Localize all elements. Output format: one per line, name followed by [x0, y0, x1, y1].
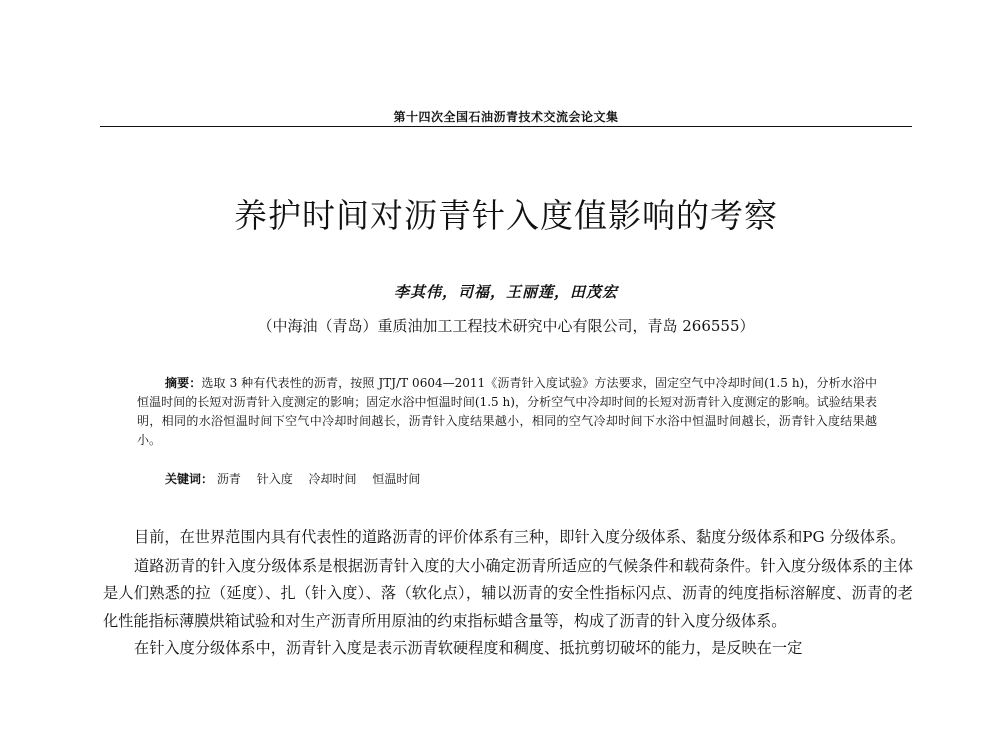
keyword: 冷却时间 — [308, 472, 357, 486]
keywords — [165, 470, 875, 489]
body-paragraph: 道路沥青的针入度分级体系是根据沥青针入度的大小确定沥青所适应的气候条件和载荷条件。针入度分级体系的主体是人们熟悉的拉（延度）、扎（针入度）、落（软化点），辅以沥青的安全性指标闪点、沥青的纯度指标溶解度、沥青的老化性能指标薄膜烘箱试验和对生产沥青所用原油的约束指标蜡含量等，构成了沥青的针入度分级体系。 — [103, 556, 913, 630]
author-list: 李其伟，司福，王丽莲，田茂宏 — [393, 283, 618, 301]
abstract — [137, 374, 877, 450]
abstract-text: 选取 3 种有代表性的沥青，按照 JTJ/T 0604—2011《沥青针入度试验》方法要求，固定空气中冷却时间(1.5 h)，分析水浴中恒温时间的长短对沥青针入度测定的影响；固定水浴中恒温时间(1.5 h)，分析空气中冷却时间的长短对沥青针入度测定的影响。试验结果表明，相同的水浴恒温时间下空气中冷却时间越长，沥青针入度结果越小，相同的空气冷却时间下水浴中恒温时间越长，沥青针入度结果越小。 — [137, 376, 877, 447]
keyword: 针入度 — [256, 472, 293, 486]
running-header: 第十四次全国石油沥青技术交流会论文集 — [393, 110, 619, 124]
keyword: 沥青 — [216, 472, 241, 486]
affiliation: （中海油（青岛）重质油加工工程技术研究中心有限公司，青岛 266555） — [257, 317, 755, 335]
header-rule — [100, 126, 912, 127]
keyword: 恒温时间 — [372, 472, 421, 486]
body-paragraph: 目前，在世界范围内具有代表性的道路沥青的评价体系有三种，即针入度分级体系、黏度分级体系和PG 分级体系。 — [134, 528, 906, 546]
keywords-label: 关键词： — [165, 472, 214, 486]
paper-title: 养护时间对沥青针入度值影响的考察 — [234, 196, 778, 235]
body-paragraph: 在针入度分级体系中，沥青针入度是表示沥青软硬程度和稠度、抵抗剪切破坏的能力，是反映在一定 — [134, 639, 803, 657]
abstract-label: 摘要： — [165, 376, 202, 390]
body-text — [103, 524, 913, 663]
